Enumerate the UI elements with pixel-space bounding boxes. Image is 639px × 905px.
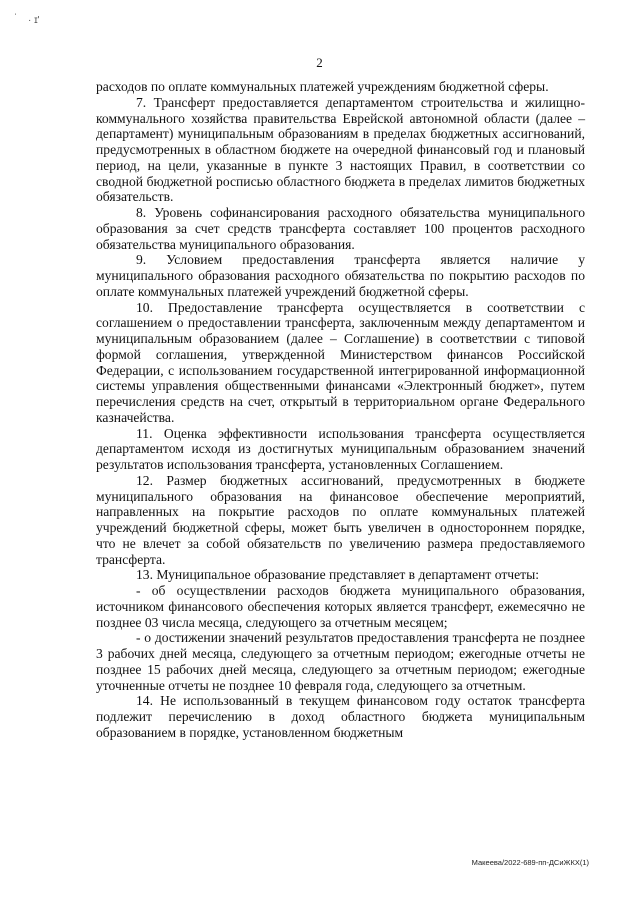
paragraph-11: 11. Оценка эффективности использования трансферта осуществляется департаментом исходя из достигнутых муниципальным образованием значений результатов использования трансферта, установленных Соглашением.: [96, 425, 585, 472]
paragraph-13: 13. Муниципальное образование представляет в департамент отчеты:: [136, 567, 540, 583]
paragraph-9: 9. Условием предоставления трансферта является наличие у муниципального образования расходного обязательства по покрытию расходов по оплате коммунальных платежей учреждений бюджетной сферы.: [96, 252, 585, 299]
page-number: 2: [316, 55, 323, 70]
paragraph-8: 8. Уровень софинансирования расходного обязательства муниципального образования за счет средств трансферта составляет 100 процентов расходного обязательства муниципального образования.: [96, 205, 585, 252]
paragraph-10: 10. Предоставление трансферта осуществляется в соответствии с соглашением о предоставлении трансферта, заключенным между департаментом и муниципальным образованием (далее – Соглашение) в соответствии с типовой формой соглашения, утвержденной Министерством финансов Российской Федерации, с использованием государственной интегрированной информационной системы управления общественными финансами «Электронный бюджет», путем перечисления средств на счет, открытый в территориальном органе Федерального казначейства.: [96, 299, 585, 425]
paragraph-13-item-2: - о достижении значений результатов предоставления трансферта не позднее 3 рабочих дней месяца, следующего за отчетным периодом; ежегодные отчеты не позднее 15 рабочих дней месяца, следующего за отчетным периодом; ежегодные уточненные отчеты не позднее 10 февраля года, следующего за отчетным.: [96, 630, 585, 693]
paragraph-7: 7. Трансферт предоставляется департаментом строительства и жилищно-коммунального хозяйства правительства Еврейской автономной области (далее – департамент) муниципальным образованиям в пределах бюджетных ассигнований, предусмотренных в областном бюджете на очередной финансовый год и плановый период, на цели, указанные в пункте 3 настоящих Правил, в соответствии со сводной бюджетной росписью областного бюджета в пределах лимитов бюджетных обязательств.: [96, 94, 585, 205]
paragraph-12: 12. Размер бюджетных ассигнований, предусмотренных в бюджете муниципального образования на финансовое обеспечение мероприятий, направленных на покрытие расходов по оплате коммунальных платежей учреждений бюджетной сферы, может быть увеличен в одностороннем порядке, что не влечет за собой обязательств по увеличению размера предоставляемого трансферта.: [96, 472, 585, 567]
document-footer-code: Макеева/2022-689-пп-ДСиЖКХ(1): [471, 858, 589, 867]
paragraph-14: 14. Не использованный в текущем финансовом году остаток трансферта подлежит перечислению в доход областного бюджета муниципальным образованием в порядке, установленном бюджетным: [96, 693, 585, 740]
paragraph-13-item-1: - об осуществлении расходов бюджета муниципального образования, источником финансового обеспечения которых является трансферт, ежемесячно не позднее 03 числа месяца, следующего за отчетным месяцем;: [96, 583, 585, 630]
scan-mark: ˈ: [14, 13, 18, 24]
scan-mark: · ɪ': [28, 15, 40, 26]
paragraph-continuation: расходов по оплате коммунальных платежей учреждениям бюджетной сферы.: [96, 79, 549, 94]
document-body: [96, 79, 585, 741]
